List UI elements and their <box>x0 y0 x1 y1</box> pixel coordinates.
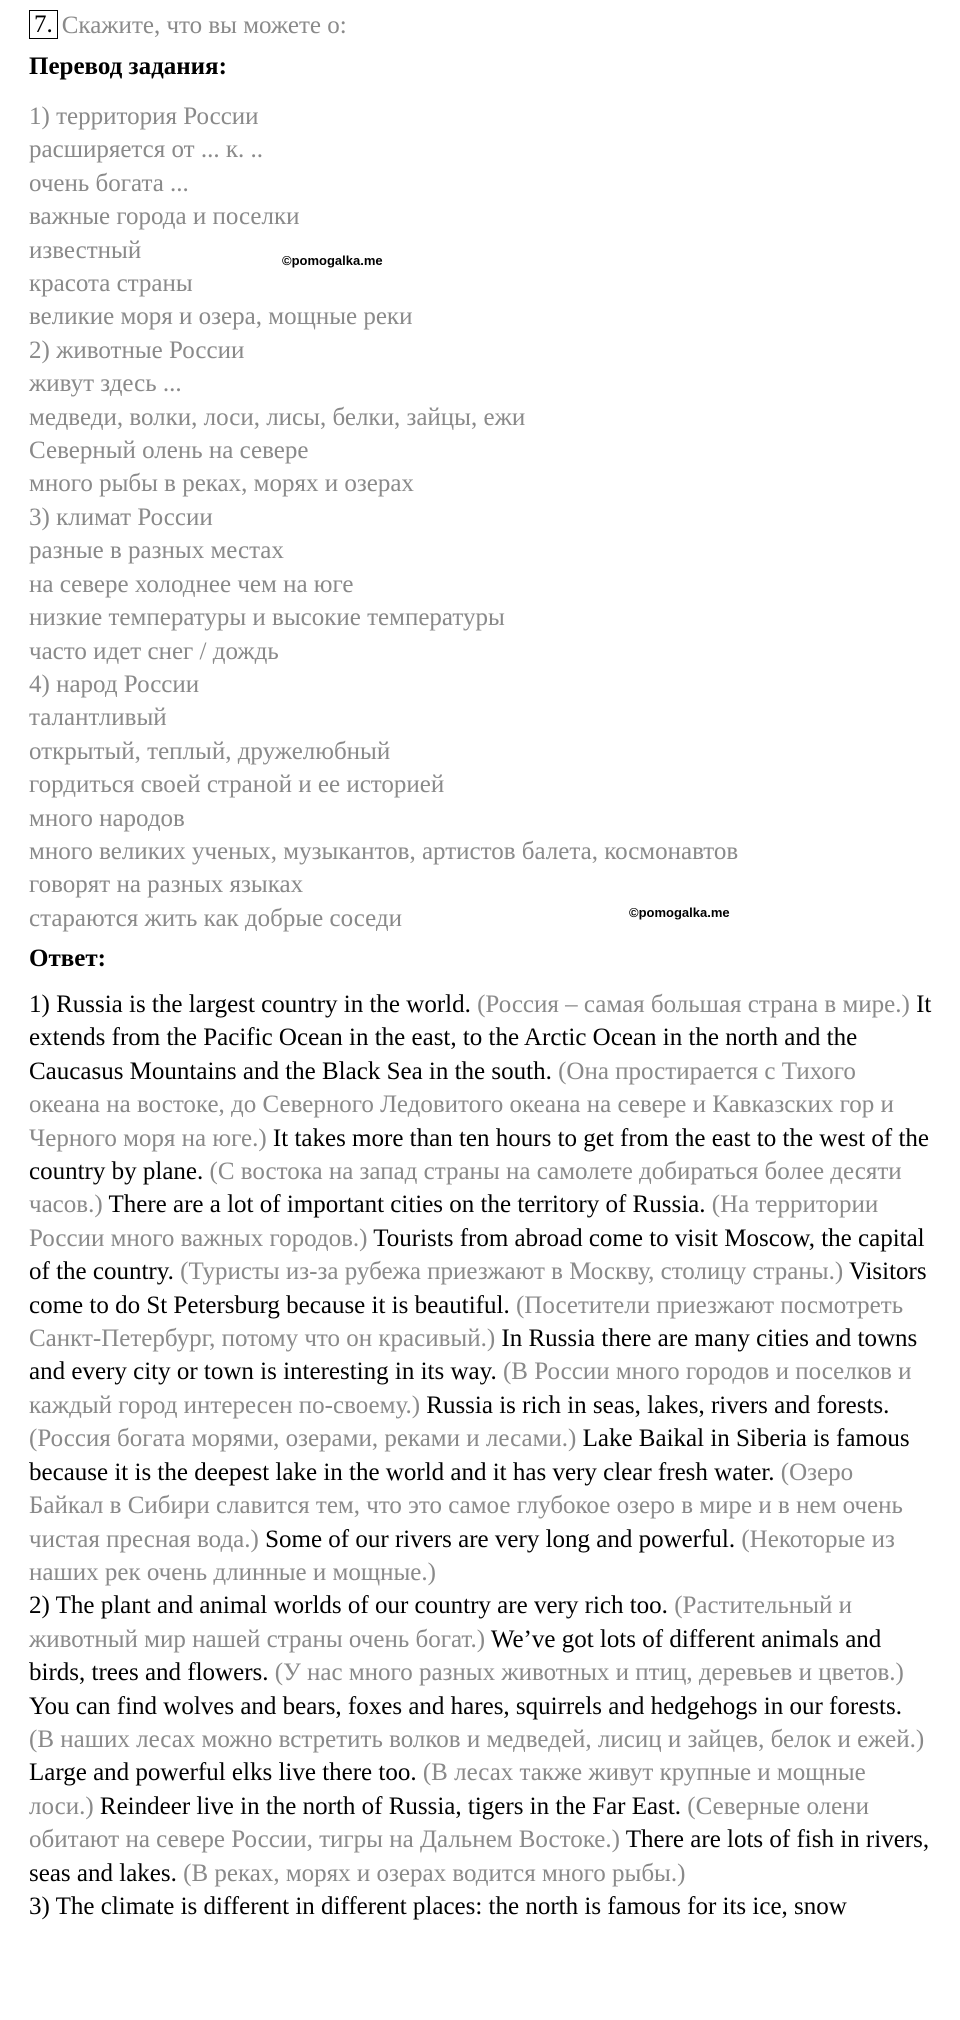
russian-translation: (Россия богата морями, озерами, реками и лесами.) <box>29 1425 583 1453</box>
translation-item: часто идет снег / дождь <box>29 637 279 665</box>
translation-item: очень богата ... <box>29 169 189 197</box>
translation-list <box>29 100 738 935</box>
russian-translation: (С востока на запад страны на самолете добираться более десяти часов.) <box>29 1158 902 1219</box>
english-sentence: 2) The plant and animal worlds of our country are very rich too. <box>29 1592 675 1620</box>
translation-item: великие моря и озера, мощные реки <box>29 303 413 331</box>
translation-item: много народов <box>29 804 185 832</box>
answer-paragraph <box>29 1890 933 1923</box>
translation-item: расширяется от ... к. .. <box>29 136 263 164</box>
russian-translation: (Туристы из-за рубежа приезжают в Москву, столицу страны.) <box>180 1258 849 1286</box>
task-prompt: Скажите, что вы можете о: <box>61 12 347 39</box>
translation-item: много рыбы в реках, морях и озерах <box>29 470 414 498</box>
english-sentence: 1) Russia is the largest country in the world. <box>29 991 478 1018</box>
translation-item: на севере холоднее чем на юге <box>29 570 354 598</box>
english-sentence: Lake Baikal in Siberia is famous because it is the deepest lake in the world and it has very clear fresh water. <box>29 1425 910 1486</box>
english-sentence: Reindeer live in the north of Russia, tigers in the Far East. <box>99 1792 688 1820</box>
english-sentence: It extends from the Pacific Ocean in the east, to the Arctic Ocean in the north and the Caucasus Mountains and the Black Sea in the south. <box>29 991 932 1085</box>
translation-item: медведи, волки, лоси, лисы, белки, зайцы, ежи <box>29 403 526 431</box>
russian-translation: (В России много городов и поселков и каждый город интересен по-своему.) <box>29 1358 912 1419</box>
russian-translation: (Россия – самая большая страна в мире.) <box>477 991 917 1018</box>
answer-text <box>29 988 933 1923</box>
russian-translation: (Она простирается с Тихого океана на востоке, до Северного Ледовитого океана на севере и Кавказских гор и Черного моря на юге.) <box>29 1057 894 1152</box>
translation-item: разные в разных местах <box>29 537 284 565</box>
russian-translation: (Северные олени обитают на севере России, тигры на Дальнем Востоке.) <box>29 1792 869 1854</box>
translation-item: талантливый <box>29 704 167 732</box>
translation-item: открытый, теплый, дружелюбный <box>29 737 391 765</box>
english-sentence: Tourists from abroad come to visit Moscow, the capital of the country. <box>29 1224 925 1286</box>
russian-translation: (У нас много разных животных и птиц, деревьев и цветов.) <box>274 1659 904 1687</box>
answer-paragraph <box>29 1589 933 1890</box>
russian-translation: (В наших лесах можно встретить волков и медведей, лисиц и зайцев, белок и ежей.) <box>29 1725 925 1753</box>
translation-item: 1) территория России <box>29 103 259 130</box>
translation-title: Перевод задания: <box>29 53 227 80</box>
task-number: 7. <box>29 10 58 39</box>
translation-item: стараются жить как добрые соседи <box>29 904 402 932</box>
translation-item: 4) народ России <box>29 670 200 698</box>
english-sentence: There are a lot of important cities on the territory of Russia. <box>108 1191 712 1219</box>
english-sentence: We’ve got lots of different animals and birds, trees and flowers. <box>29 1625 882 1687</box>
translation-item: известный <box>29 236 142 264</box>
english-sentence: There are lots of fish in rivers, seas and lakes. <box>29 1826 930 1887</box>
english-sentence: In Russia there are many cities and towns and every city or town is interesting in its way. <box>29 1325 918 1386</box>
english-sentence: Russia is rich in seas, lakes, rivers and forests. <box>426 1391 890 1419</box>
russian-translation: (На территории России много важных городов.) <box>29 1191 879 1252</box>
english-sentence: Large and powerful elks live there too. <box>29 1759 423 1787</box>
watermark: ©pomogalka.me <box>282 253 383 268</box>
english-sentence: Some of our rivers are very long and powerful. <box>265 1525 742 1553</box>
answer-title: Ответ: <box>29 945 106 972</box>
english-sentence: 3) The climate is different in different places: the north is famous for its ice, snow <box>29 1892 847 1920</box>
english-sentence: You can find wolves and bears, foxes and hares, squirrels and hedgehogs in our forests. <box>29 1692 902 1720</box>
english-sentence: It takes more than ten hours to get from the east to the west of the country by plane. <box>29 1124 929 1186</box>
translation-item: важные города и поселки <box>29 203 300 231</box>
russian-translation: (Озеро Байкал в Сибири славится тем, что это самое глубокое озеро в мире и в нем очень чистая пресная вода.) <box>29 1458 903 1553</box>
watermark: ©pomogalka.me <box>629 905 730 920</box>
translation-item: низкие температуры и высокие температуры <box>29 604 505 632</box>
russian-translation: (Посетители приезжают посмотреть Санкт-Петербург, потому что он красивый.) <box>29 1291 904 1353</box>
translation-item: гордиться своей страной и ее историей <box>29 771 445 799</box>
translation-item: говорят на разных языках <box>29 871 304 899</box>
translation-item: много великих ученых, музыкантов, артистов балета, космонавтов <box>29 837 739 865</box>
translation-item: 2) животные России <box>29 336 245 364</box>
english-sentence: Visitors come to do St Petersburg because it is beautiful. <box>29 1258 927 1319</box>
translation-item: живут здесь ... <box>29 370 182 398</box>
translation-item: красота страны <box>29 270 193 298</box>
translation-item: Северный олень на севере <box>29 437 309 465</box>
translation-item: 3) климат России <box>29 503 213 531</box>
russian-translation: (В реках, морях и озерах водится много рыбы.) <box>183 1859 686 1887</box>
russian-translation: (Растительный и животный мир нашей страны очень богат.) <box>29 1592 852 1653</box>
task-header <box>29 10 347 42</box>
russian-translation: (Некоторые из наших рек очень длинные и мощные.) <box>29 1525 895 1586</box>
russian-translation: (В лесах также живут крупные и мощные лоси.) <box>29 1759 866 1820</box>
answer-paragraph <box>29 988 933 1589</box>
